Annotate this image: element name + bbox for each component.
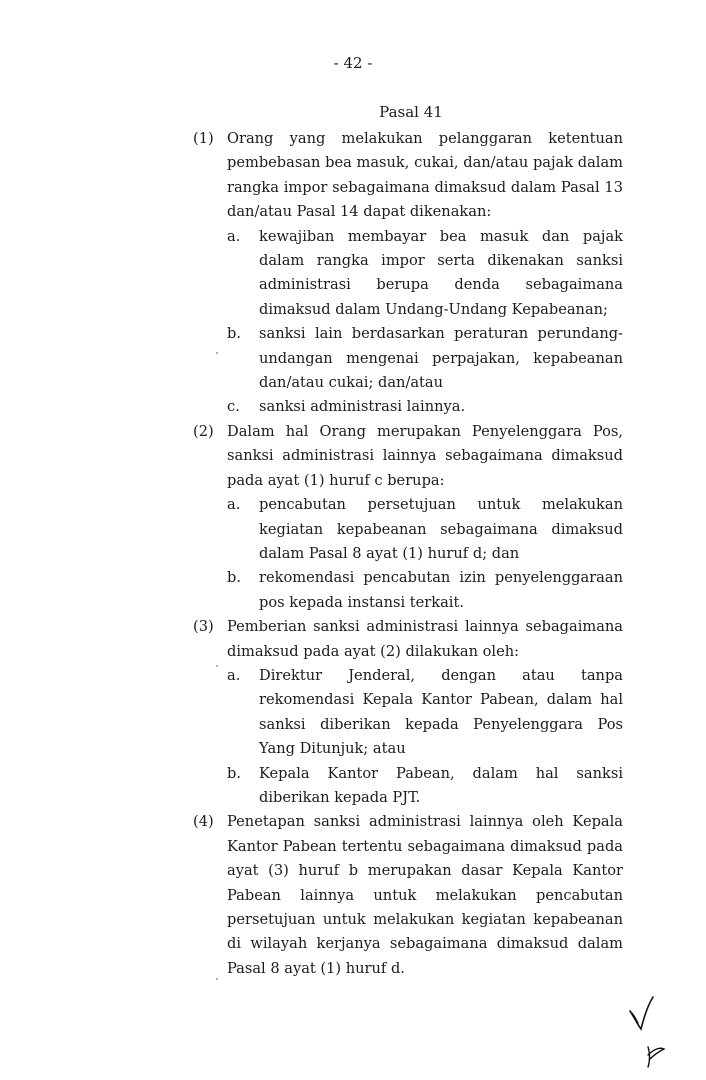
page-number: - 42 - [333, 54, 373, 72]
list-item [227, 664, 623, 762]
article-title: Pasal 41 [379, 103, 443, 121]
item-marker: b. [227, 325, 241, 343]
item-marker: a. [227, 666, 241, 684]
item-text: Direktur Jenderal, dengan atau tanpa rekomendasi Kepala Kantor Pabean, dalam hal sanksi diberikan kepada Penyelenggara Pos Yang Ditunjuk; atau [259, 666, 623, 758]
ayat-3 [193, 615, 623, 810]
item-marker: c. [227, 398, 240, 416]
scan-speck [216, 665, 218, 667]
ayat-4 [193, 810, 623, 981]
item-marker: b. [227, 764, 241, 782]
item-marker: a. [227, 496, 241, 514]
ayat-text: Orang yang melakukan pelanggaran ketentuan pembebasan bea masuk, cukai, dan/atau pajak dalam rangka impor sebagaimana dimaksud dalam Pasal 13 dan/atau Pasal 14 dapat dikenakan: [227, 130, 623, 221]
scan-speck [216, 352, 218, 354]
ayat-number: (1) [193, 130, 214, 147]
item-text: Kepala Kantor Pabean, dalam hal sanksi diberikan kepada PJT. [259, 764, 623, 806]
ayat-number: (4) [193, 813, 214, 831]
ayat-text: Pemberian sanksi administrasi lainnya sebagaimana dimaksud pada ayat (2) dilakukan oleh: [227, 618, 623, 660]
list-item [227, 225, 623, 323]
item-text: rekomendasi pencabutan izin penyelenggaraan pos kepada instansi terkait. [259, 569, 623, 611]
ayat-1 [193, 127, 623, 420]
scan-speck [216, 978, 218, 980]
item-text: sanksi lain berdasarkan peraturan perundang-undangan mengenai perpajakan, kepabeanan dan/atau cukai; dan/atau [259, 325, 623, 392]
item-marker: a. [227, 227, 241, 245]
ayat-2 [193, 420, 623, 615]
paraf-signature-icon [626, 995, 676, 1070]
list-item [227, 493, 623, 566]
ayat-number: (2) [193, 422, 214, 440]
list-item [227, 322, 623, 395]
ayat-text: Dalam hal Orang merupakan Penyelenggara Pos, sanksi administrasi lainnya sebagaimana dimaksud pada ayat (1) huruf c berupa: [227, 422, 623, 489]
paraf-signature [626, 995, 676, 1070]
item-text: pencabutan persetujuan untuk melakukan kegiatan kepabeanan sebagaimana dimaksud dalam Pasal 8 ayat (1) huruf d; dan [259, 496, 623, 562]
item-marker: b. [227, 569, 241, 587]
list-item [227, 395, 623, 419]
article-body [193, 127, 623, 981]
list-item [227, 762, 623, 811]
list-item [227, 566, 623, 615]
ayat-text: Penetapan sanksi administrasi lainnya oleh Kepala Kantor Pabean tertentu sebagaimana dimaksud pada ayat (3) huruf b merupakan dasar Kepala Kantor Pabean lainnya untuk melakukan pencabutan persetujuan untuk melakukan kegiatan kepabeanan di wilayah kerjanya sebagaimana dimaksud dalam Pasal 8 ayat (1) huruf d. [227, 813, 623, 977]
item-text: sanksi administrasi lainnya. [259, 398, 466, 416]
ayat-number: (3) [193, 618, 214, 636]
item-text: kewajiban membayar bea masuk dan pajak dalam rangka impor serta dikenakan sanksi administrasi berupa denda sebagaimana dimaksud dalam Undang-Undang Kepabeanan; [259, 227, 623, 318]
